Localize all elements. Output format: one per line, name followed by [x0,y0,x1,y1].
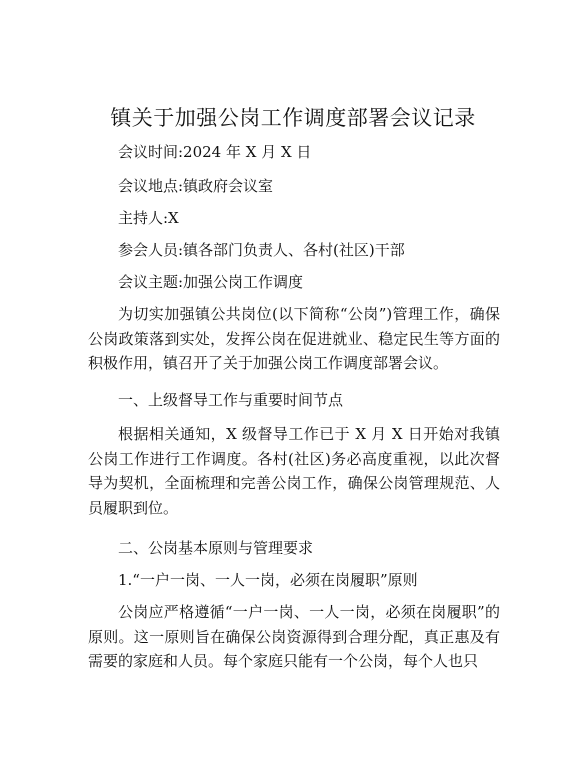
section-heading-2: 二、公岗基本原则与管理要求 [118,539,314,557]
section-heading-1: 一、上级督导工作与重要时间节点 [118,391,344,409]
section-1-paragraph: 根据相关通知，X 级督导工作已于 X 月 X 日开始对我镇公岗工作进行工作调度。各村(社区)务必高度重视，以此次督导为契机，全面梳理和完善公岗工作，确保公岗管理规范、人员履职到位。 [88,425,500,517]
meeting-time: 会议时间:2024 年 X 月 X 日 [118,143,312,161]
meeting-host: 主持人:X [118,209,179,227]
meeting-topic: 会议主题:加强公岗工作调度 [118,273,304,291]
meeting-place: 会议地点:镇政府会议室 [118,177,274,195]
document-title: 镇关于加强公岗工作调度部署会议记录 [110,106,476,130]
intro-paragraph: 为切实加强镇公共岗位(以下简称“公岗”)管理工作，确保公岗政策落到实处，发挥公岗在促进就业、稳定民生等方面的积极作用，镇召开了关于加强公岗工作调度部署会议。 [88,305,500,372]
meeting-attendees: 参会人员:镇各部门负责人、各村(社区)干部 [118,241,405,259]
subsection-1-paragraph: 公岗应严格遵循“一户一岗、一人一岗，必须在岗履职”的原则。这一原则旨在确保公岗资源得到合理分配，真正惠及有需要的家庭和人员。每个家庭只能有一个公岗，每个人也只 [88,603,500,670]
subsection-heading-1: 1.“一户一岗、一人一岗，必须在岗履职”原则 [118,571,418,589]
